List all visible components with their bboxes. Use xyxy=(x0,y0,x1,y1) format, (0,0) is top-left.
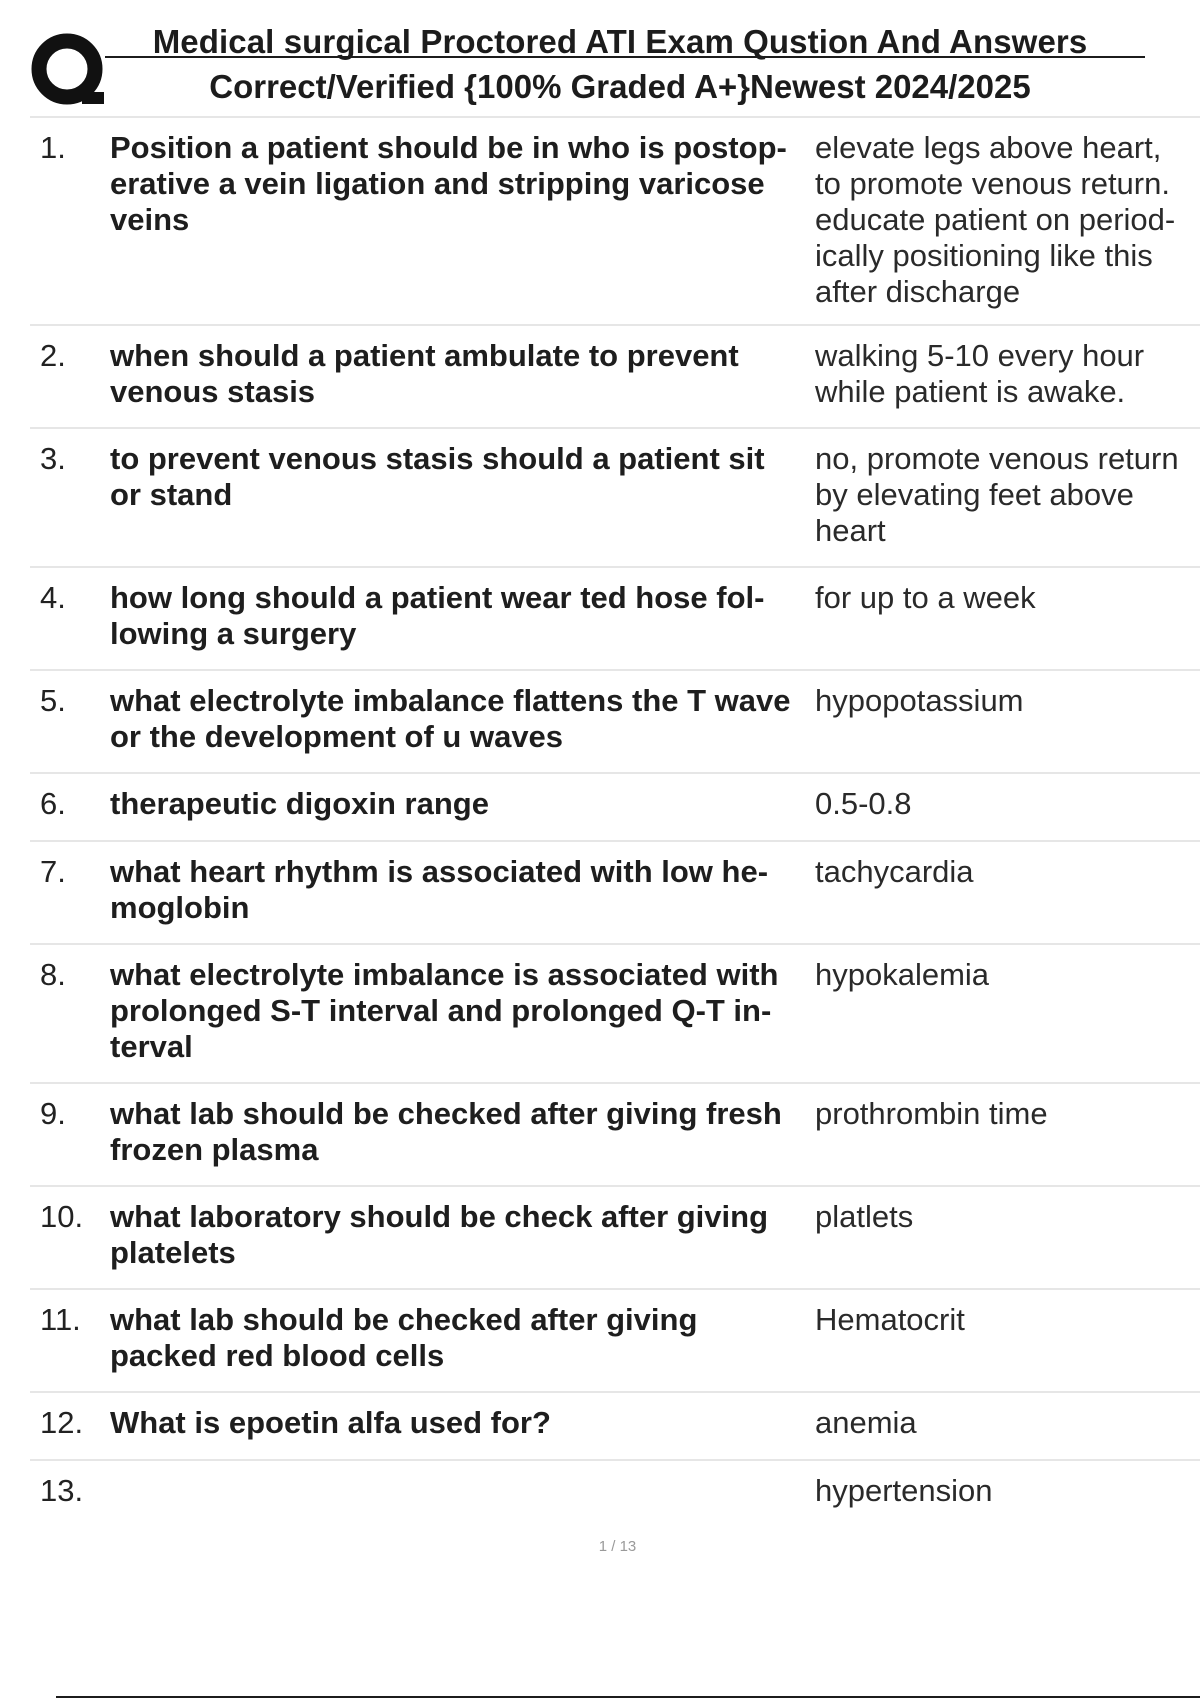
qa-answer: anemia xyxy=(815,1405,917,1440)
qa-row xyxy=(30,774,1200,842)
qa-question: what lab should be checked after giving packed red blood cells xyxy=(110,1302,698,1373)
qa-number: 12. xyxy=(40,1405,84,1440)
qa-row xyxy=(30,842,1200,945)
qa-question: what heart rhythm is associated with low he- moglobin xyxy=(110,854,769,925)
qa-question: what laboratory should be check after giving platelets xyxy=(110,1199,769,1270)
qa-question: What is epoetin alfa used for? xyxy=(110,1405,551,1440)
qa-answer: hypopotassium xyxy=(815,683,1024,718)
qa-number: 8. xyxy=(40,957,66,992)
qa-question: how long should a patient wear ted hose fol- lowing a surgery xyxy=(110,580,765,651)
qa-number: 10. xyxy=(40,1199,84,1234)
footer-rule xyxy=(56,1696,1200,1698)
qa-question: what lab should be checked after giving fresh frozen plasma xyxy=(110,1096,782,1167)
qa-question: when should a patient ambulate to prevent venous stasis xyxy=(110,338,739,409)
document-title xyxy=(100,20,1140,109)
qa-question: what electrolyte imbalance is associated with prolonged S-T interval and prolonged Q-T in- terval xyxy=(110,957,779,1064)
title-line-1: Medical surgical Proctored ATI Exam Qustion And Answers xyxy=(152,23,1088,60)
qa-answer: prothrombin time xyxy=(815,1096,1048,1131)
qa-answer: hypokalemia xyxy=(815,957,990,992)
qa-number: 13. xyxy=(40,1473,84,1508)
qa-number: 3. xyxy=(40,441,66,476)
qa-number: 6. xyxy=(40,786,66,821)
qa-answer: tachycardia xyxy=(815,854,974,889)
qa-number: 2. xyxy=(40,338,66,373)
qa-answer: 0.5-0.8 xyxy=(815,786,912,821)
qa-question: to prevent venous stasis should a patient sit or stand xyxy=(110,441,765,512)
qa-list xyxy=(30,118,1200,1529)
qa-number: 5. xyxy=(40,683,66,718)
q-logo-icon xyxy=(30,32,110,112)
qa-row xyxy=(30,568,1200,671)
qa-question: Position a patient should be in who is postop- erative a vein ligation and stripping varicose veins xyxy=(110,130,787,237)
page-indicator: 1 / 13 xyxy=(598,1538,637,1555)
qa-row xyxy=(30,429,1200,568)
qa-row xyxy=(30,326,1200,429)
qa-row xyxy=(30,118,1200,326)
qa-row xyxy=(30,1461,1200,1529)
qa-row xyxy=(30,671,1200,774)
qa-row xyxy=(30,1290,1200,1393)
qa-row xyxy=(30,1187,1200,1290)
qa-answer: for up to a week xyxy=(815,580,1036,615)
qa-question: therapeutic digoxin range xyxy=(110,786,489,821)
qa-number: 7. xyxy=(40,854,66,889)
qa-number: 11. xyxy=(40,1302,81,1337)
qa-row xyxy=(30,1393,1200,1461)
qa-answer: no, promote venous return by elevating feet above heart xyxy=(815,441,1179,548)
qa-answer: platlets xyxy=(815,1199,914,1234)
qa-answer: hypertension xyxy=(815,1473,993,1508)
qa-question: what electrolyte imbalance flattens the T wave or the development of u waves xyxy=(110,683,791,754)
title-line-2: Correct/Verified {100% Graded A+}Newest 2024/2025 xyxy=(209,68,1031,105)
qa-row xyxy=(30,945,1200,1084)
qa-answer: walking 5-10 every hour while patient is awake. xyxy=(815,338,1145,409)
qa-row xyxy=(30,1084,1200,1187)
qa-answer: Hematocrit xyxy=(815,1302,965,1337)
qa-number: 4. xyxy=(40,580,66,615)
qa-number: 9. xyxy=(40,1096,66,1131)
qa-answer: elevate legs above heart, to promote venous return. educate patient on period- ically positioning like this after discharge xyxy=(815,130,1176,309)
qa-number: 1. xyxy=(40,130,66,165)
